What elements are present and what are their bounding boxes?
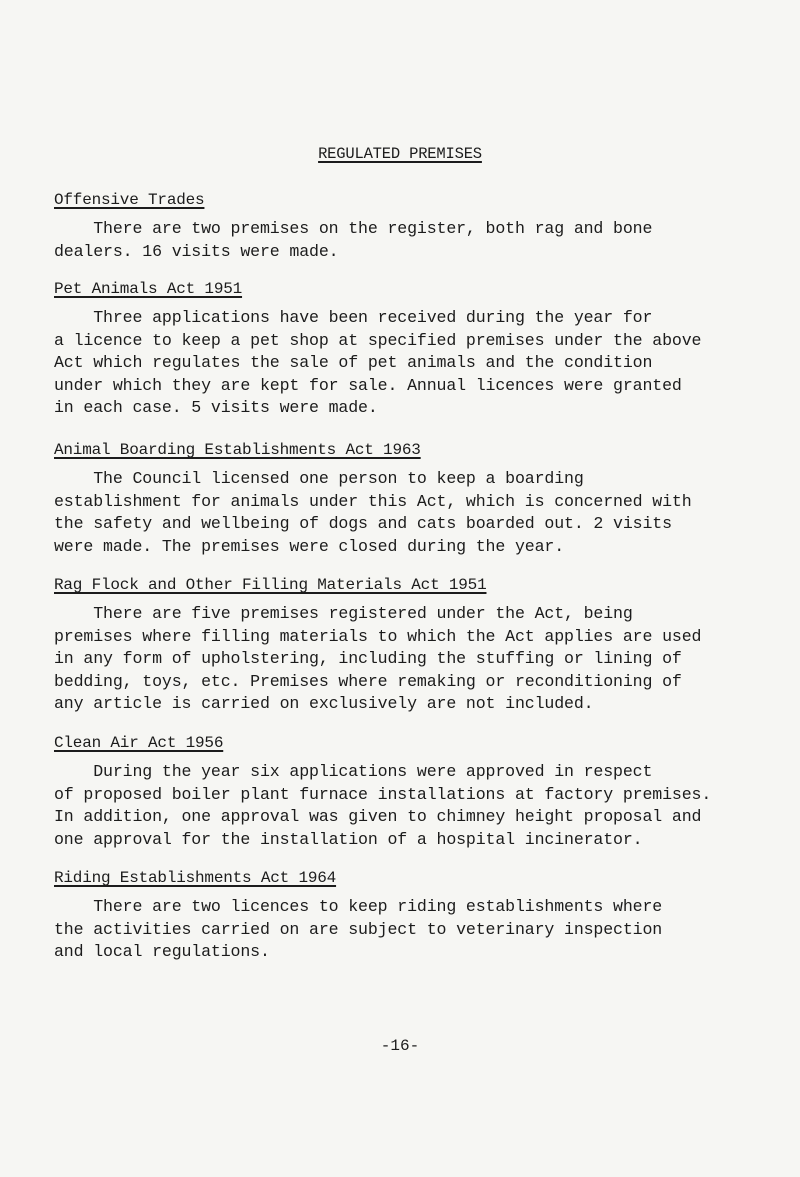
section-heading: Rag Flock and Other Filling Materials Act 1951	[54, 576, 487, 594]
section-heading: Offensive Trades	[54, 191, 205, 209]
page-title-text: REGULATED PREMISES	[318, 145, 482, 163]
section-body: The Council licensed one person to keep a boarding establishment for animals under this Act, which is concerned with the safety and wellbeing of dogs and cats boarded out. 2 visits were made. The premises were closed during the year.	[54, 469, 692, 556]
section-body: There are two premises on the register, both rag and bone dealers. 16 visits were made.	[54, 219, 653, 261]
section-body: Three applications have been received during the year for a licence to keep a pet shop at specified premises under the above Act which regulates the sale of pet animals and the condition under which they are kept for sale. Annual licences were granted in each case. 5 visits were made.	[54, 308, 702, 418]
section-heading: Pet Animals Act 1951	[54, 280, 243, 298]
section-clean-air-act	[54, 733, 754, 851]
section-body: There are two licences to keep riding establishments where the activities carried on are subject to veterinary inspection and local regulations.	[54, 897, 663, 962]
section-rag-flock-act	[54, 575, 754, 716]
section-body: During the year six applications were approved in respect of proposed boiler plant furnace installations at factory premises. In addition, one approval was given to chimney height proposal and one approval for the installation of a hospital incinerator.	[54, 762, 712, 849]
page-title	[0, 145, 800, 163]
page-number: -16-	[380, 1037, 420, 1055]
section-animal-boarding-act	[54, 440, 754, 558]
section-body: There are five premises registered under the Act, being premises where filling materials to which the Act applies are used in any form of upholstering, including the stuffing or lining of bedding, toys, etc. Premises where remaking or reconditioning of any article is carried on exclusively are not included.	[54, 604, 702, 714]
section-offensive-trades	[54, 190, 754, 263]
section-heading: Riding Establishments Act 1964	[54, 869, 337, 887]
section-pet-animals-act	[54, 279, 754, 420]
section-heading: Clean Air Act 1956	[54, 734, 224, 752]
section-riding-establishments-act	[54, 868, 754, 964]
section-heading: Animal Boarding Establishments Act 1963	[54, 441, 421, 459]
